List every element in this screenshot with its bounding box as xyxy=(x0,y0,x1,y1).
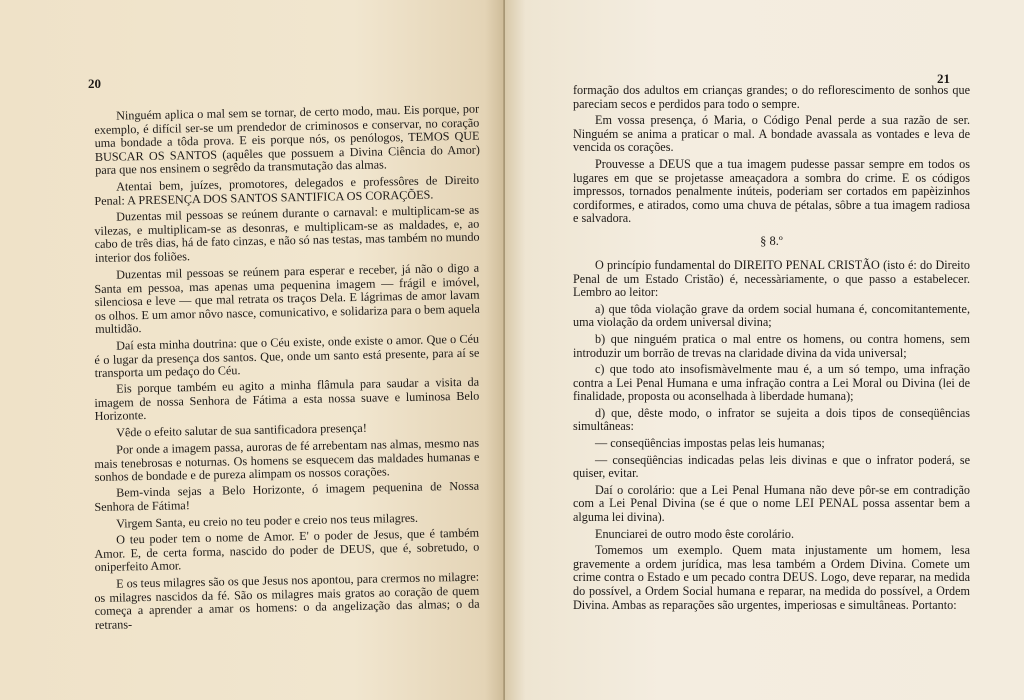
paragraph: Daí esta minha doutrina: que o Céu existe, onde existe o amor. Que o Céu é o lugar da presença dos santos. Que, onde um santo está presente, para aí se transporta um pedaço do Céu. xyxy=(94,331,480,380)
paragraph: Prouvesse a DEUS que a tua imagem pudesse passar sempre em todos os lugares em que se projetasse ameaçadora a sombra do crime. E os códigos impressos, tornados penalmente inúteis, poderiam ser cortados em papèizinhos cordiformes, e atirados, como uma chuva de pétalas, sôbre a tua imagem radiosa e salvadora. xyxy=(573,156,970,226)
list-item: — conseqüências impostas pelas leis humanas; xyxy=(595,436,825,451)
list-item: c) que todo ato insofismàvelmente mau é, a um só tempo, uma infração contra a Lei Penal Humana e uma infração contra a Lei Moral ou Divina (lei de finalidade, proposta ou aconselhada à liberdade humana); xyxy=(573,362,970,404)
list-item: a) que tôda violação grave da ordem social humana é, concomitantemente, uma violação da ordem universal divina; xyxy=(573,301,970,330)
paragraph: Ninguém aplica o mal sem se tornar, de certo modo, mau. Eis porque, por exemplo, é difícil ser-se um prendedor de criminosos e conservar, no coração uma bondade a tôda prova. E eis porque nós, os penólogos, TEMOS QUE BUSCAR OS SANTOS (aquêles que possuem a Divina Ciência do Amor) para que nos ensinem o segrêdo da transmutação das almas. xyxy=(94,101,480,178)
list-item: b) que ninguém pratica o mal entre os homens, ou contra homens, sem introduzir um borrão de trevas na claridade divina da vida universal; xyxy=(573,331,970,360)
list-item: d) que, dêste modo, o infrator se sujeita a dois tipos de conseqüências simultâneas: xyxy=(573,405,970,434)
page-number: 21 xyxy=(937,71,950,86)
paragraph: Duzentas mil pessoas se reúnem para esperar e receber, já não o digo a Santa em pessoa, mas apenas uma pequenina imagem — frágil e imóvel, silenciosa e leve — que mal retrata os traços Dela. E lágrimas de amor lavam os olhos. E um amor nôvo nasce, comunicativo, e solidariza para o bem aquela multidão. xyxy=(94,260,480,336)
paragraph: Virgem Santa, eu creio no teu poder e creio nos teus milagres. xyxy=(115,510,419,531)
paragraph: Bem-vinda sejas a Belo Horizonte, ó imagem pequenina de Nossa Senhora de Fátima! xyxy=(94,479,480,515)
paragraph: Daí o corolário: que a Lei Penal Humana não deve pôr-se em contradição com a Lei Penal Divina (se é que o nome LEI PENAL possa assentar bem a alguma lei divina). xyxy=(573,482,970,525)
right-page xyxy=(505,0,1024,700)
paragraph: Enunciarei de outro modo êste corolário. xyxy=(595,526,794,541)
paragraph: Tomemos um exemplo. Quem mata injustamente um homem, lesa gravemente a ordem jurídica, mas lesa também a Ordem Divina. Comete um crime contra o Estado e um pecado contra DEUS. Logo, deve reparar, na medida do possível, a Ordem Social humana e reparar, na medida do possível, a Ordem Divina. Ambas as reparações são urgentes, imperiosas e simultâneas. Portanto: xyxy=(573,543,970,612)
paragraph: O princípio fundamental do DIREITO PENAL CRISTÃO (isto é: do Direito Penal de um Estado Cristão) é, necessàriamente, o que passo a estabelecer. Lembro ao leitor: xyxy=(573,257,970,300)
section-heading: § 8.º xyxy=(760,233,783,248)
left-page-text xyxy=(94,101,480,632)
paragraph: Atentai bem, juízes, promotores, delegados e professôres de Direito Penal: A PRESENÇA DOS SANTOS SANTIFICA OS CORAÇÕES. xyxy=(94,172,480,208)
paragraph: Vêde o efeito salutar de sua santificadora presença! xyxy=(115,420,367,440)
right-page-text xyxy=(573,84,970,612)
page-number: 20 xyxy=(88,76,101,91)
paragraph: formação dos adultos em crianças grandes; o do reflorescimento de sonhos que pareciam secos e perdidos para todo o sempre. xyxy=(573,83,970,111)
paragraph: Eis porque também eu agito a minha flâmula para saudar a visita da imagem de nossa Senhora de Fátima a esta nossa suave e luminosa Belo Horizonte. xyxy=(94,374,480,424)
paragraph: Por onde a imagem passa, auroras de fé arrebentam nas almas, mesmo nas mais tenebrosas e noturnas. Os homens se esquecem das maldades humanas e sonhos de bondade e de pureza alimpam os nossos corações. xyxy=(94,435,480,484)
paragraph: Duzentas mil pessoas se reúnem durante o carnaval: e multiplicam-se as vilezas, e multiplicam-se as desonras, e multiplicam-se as maldades, e, ao cabo de três dias, há de fato cinzas, e não só nas testas, mas também no mundo interior dos foliões. xyxy=(94,202,480,265)
list-item: — conseqüências indicadas pelas leis divinas e que o infrator poderá, se quiser, evitar. xyxy=(573,452,970,481)
paragraph: E os teus milagres são os que Jesus nos apontou, para crermos no milagre: os milagres nascidos da fé. São os milagres mais gratos ao coração de quem começa a aprender a amar os homens: o da angelização das almas; o da retrans- xyxy=(94,569,480,632)
paragraph: Em vossa presença, ó Maria, o Código Penal perde a sua razão de ser. Ninguém se anima a praticar o mal. A bondade avassala as vontades e leva de vencida os corações. xyxy=(573,113,970,155)
left-page xyxy=(0,0,505,700)
paragraph: O teu poder tem o nome de Amor. E' o poder de Jesus, que é também Amor. E, de certa forma, nascido do poder de DEUS, que é, sobretudo, o oniperfeito Amor. xyxy=(94,525,480,575)
